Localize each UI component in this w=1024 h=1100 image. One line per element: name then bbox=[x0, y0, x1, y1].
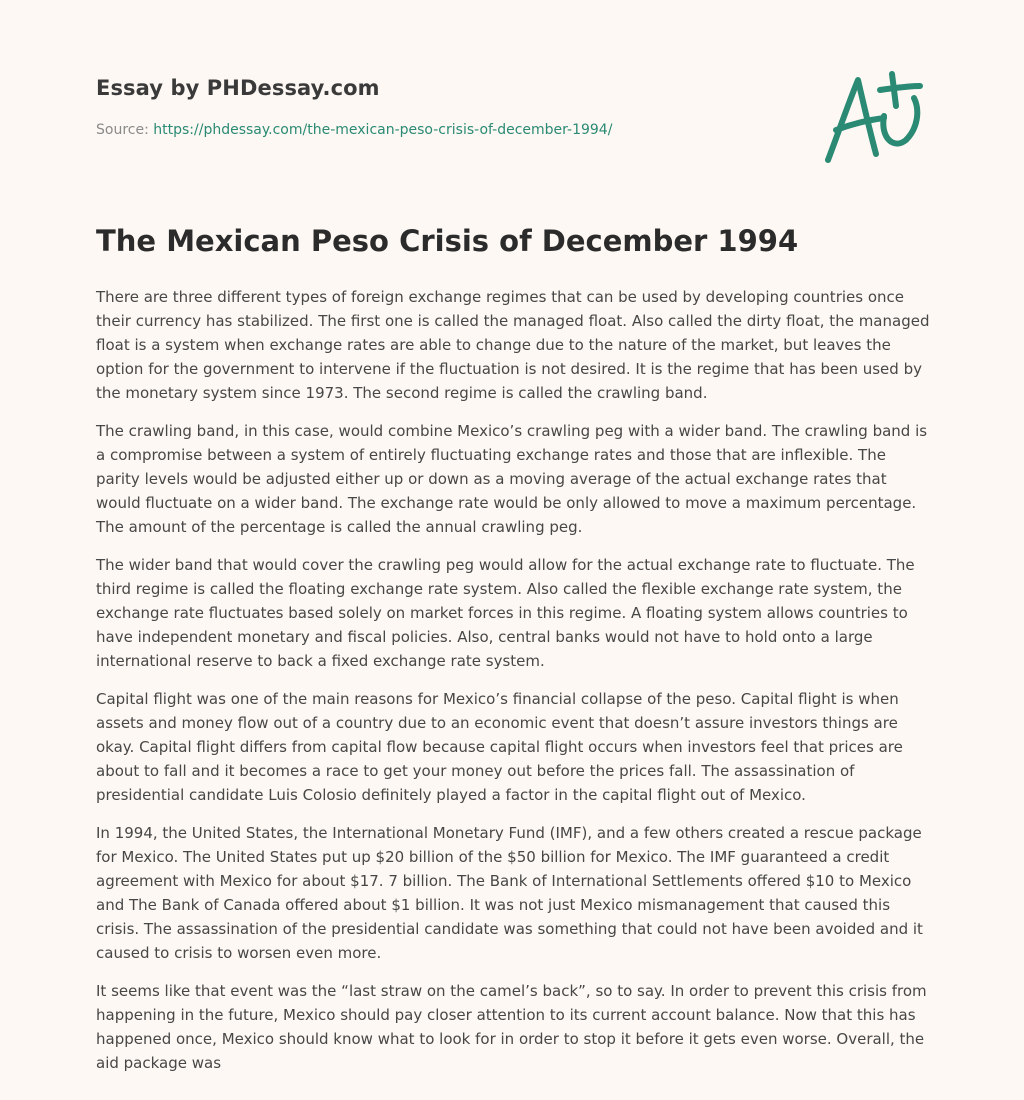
essay-paragraph: The wider band that would cover the crawling peg would allow for the actual exchange rate to fluctuate. The third regime is called the floating exchange rate system. Also called the flexible exchange rate system, the exchange rate fluctuates based solely on market forces in this regime. A floating system allows countries to have independent monetary and fiscal policies. Also, central banks would not have to hold onto a large international reserve to back a fixed exchange rate system. bbox=[96, 556, 915, 670]
site-brand: Essay by PHDessay.com bbox=[96, 76, 380, 100]
essay-body bbox=[96, 285, 930, 1089]
essay-paragraph: Capital flight was one of the main reasons for Mexico’s financial collapse of the peso. Capital flight is when assets and money flow out of a country due to an economic event that doesn’t assure investors things are okay. Capital flight differs from capital flow because capital flight occurs when investors feel that prices are about to fall and it becomes a race to get your money out before the prices fall. The assassination of presidential candidate Luis Colosio definitely played a factor in the capital flight out of Mexico. bbox=[96, 690, 903, 804]
source-label: Source: bbox=[96, 122, 154, 138]
source-link[interactable]: https://phdessay.com/the-mexican-peso-crisis-of-december-1994/ bbox=[153, 122, 613, 138]
essay-paragraph: In 1994, the United States, the International Monetary Fund (IMF), and a few others created a rescue package for Mexico. The United States put up $20 billion of the $50 billion for Mexico. The IMF guaranteed a credit agreement with Mexico for about $17. 7 billion. The Bank of International Settlements offered $10 to Mexico and The Bank of Canada offered about $1 billion. It was not just Mexico mismanagement that caused this crisis. The assassination of the presidential candidate was something that could not have been avoided and it caused to crisis to worsen even more. bbox=[96, 824, 923, 962]
essay-title: The Mexican Peso Crisis of December 1994 bbox=[96, 224, 799, 258]
source-line bbox=[96, 122, 612, 138]
essay-paragraph: There are three different types of foreign exchange regimes that can be used by developing countries once their currency has stabilized. The first one is called the managed float. Also called the dirty float, the managed float is a system when exchange rates are able to change due to the nature of the market, but leaves the option for the government to intervene if the fluctuation is not desired. It is the regime that has been used by the monetary system since 1973. The second regime is called the crawling band. bbox=[96, 288, 930, 402]
a-plus-grade-icon bbox=[814, 66, 930, 166]
essay-paragraph: It seems like that event was the “last straw on the camel’s back”, so to say. In order to prevent this crisis from happening in the future, Mexico should pay closer attention to its current account balance. Now that this has happened once, Mexico should know what to look for in order to stop it before it gets even worse. Overall, the aid package was bbox=[96, 982, 927, 1072]
essay-paragraph: The crawling band, in this case, would combine Mexico’s crawling peg with a wider band. The crawling band is a compromise between a system of entirely fluctuating exchange rates and those that are inflexible. The parity levels would be adjusted either up or down as a moving average of the actual exchange rates that would fluctuate on a wider band. The exchange rate would be only allowed to move a maximum percentage. The amount of the percentage is called the annual crawling peg. bbox=[96, 422, 928, 536]
